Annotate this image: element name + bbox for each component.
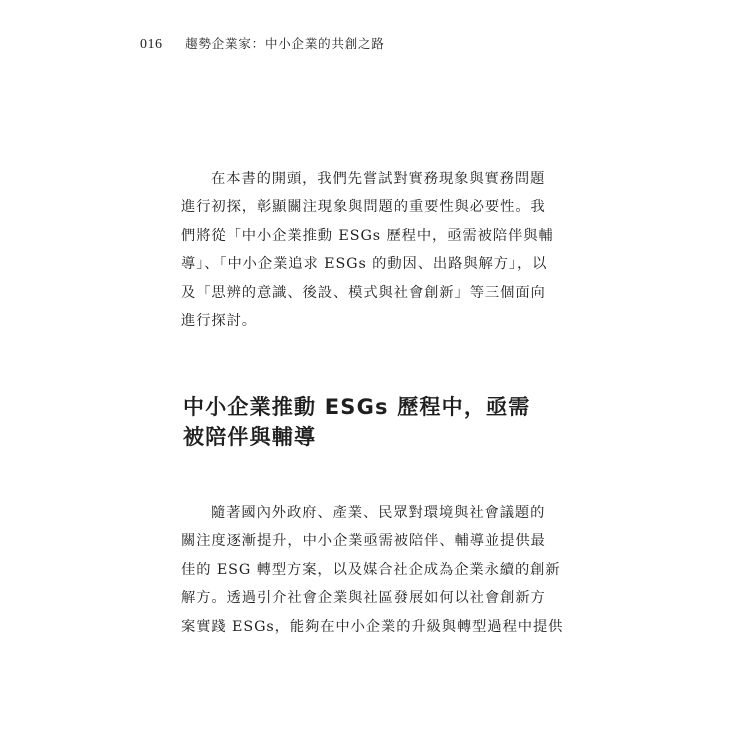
section-heading: [183, 392, 563, 452]
page-number: 016: [140, 37, 163, 52]
book-title: 趨勢企業家：中小企業的共創之路: [185, 36, 385, 51]
paragraph-line: 案實踐 ESGs，能夠在中小企業的升級與轉型過程中提供: [181, 618, 564, 635]
running-header: [140, 34, 385, 53]
intro-paragraph: [181, 165, 554, 335]
paragraph-line: 及「思辨的意識、後設、模式與社會創新」等三個面向: [181, 284, 546, 301]
paragraph-line: 導」、「中小企業追求 ESGs 的動因、出路與解方」，以: [181, 256, 548, 273]
paragraph-line: 進行探討。: [181, 313, 257, 330]
paragraph-line: 在本書的開頭，我們先嘗試對實務現象與實務問題: [211, 171, 546, 187]
paragraph-line: 解方。透過引介社會企業與社區發展如何以社會創新方: [181, 590, 546, 607]
paragraph-line: 隨著國內外政府、產業、民眾對環境與社會議題的: [211, 505, 546, 521]
section-paragraph: [181, 499, 564, 641]
paragraph-line: 佳的 ESG 轉型方案，以及媒合社企成為企業永續的創新: [181, 561, 561, 578]
paragraph-line: 們將從「中小企業推動 ESGs 歷程中，亟需被陪伴與輔: [181, 227, 554, 244]
heading-line: 中小企業推動 ESGs 歷程中，亟需: [183, 395, 531, 419]
heading-line: 被陪伴與輔導: [183, 425, 317, 449]
paragraph-line: 進行初探，彰顯關注現象與問題的重要性與必要性。我: [181, 199, 546, 216]
paragraph-line: 關注度逐漸提升，中小企業亟需被陪伴、輔導並提供最: [181, 533, 546, 550]
